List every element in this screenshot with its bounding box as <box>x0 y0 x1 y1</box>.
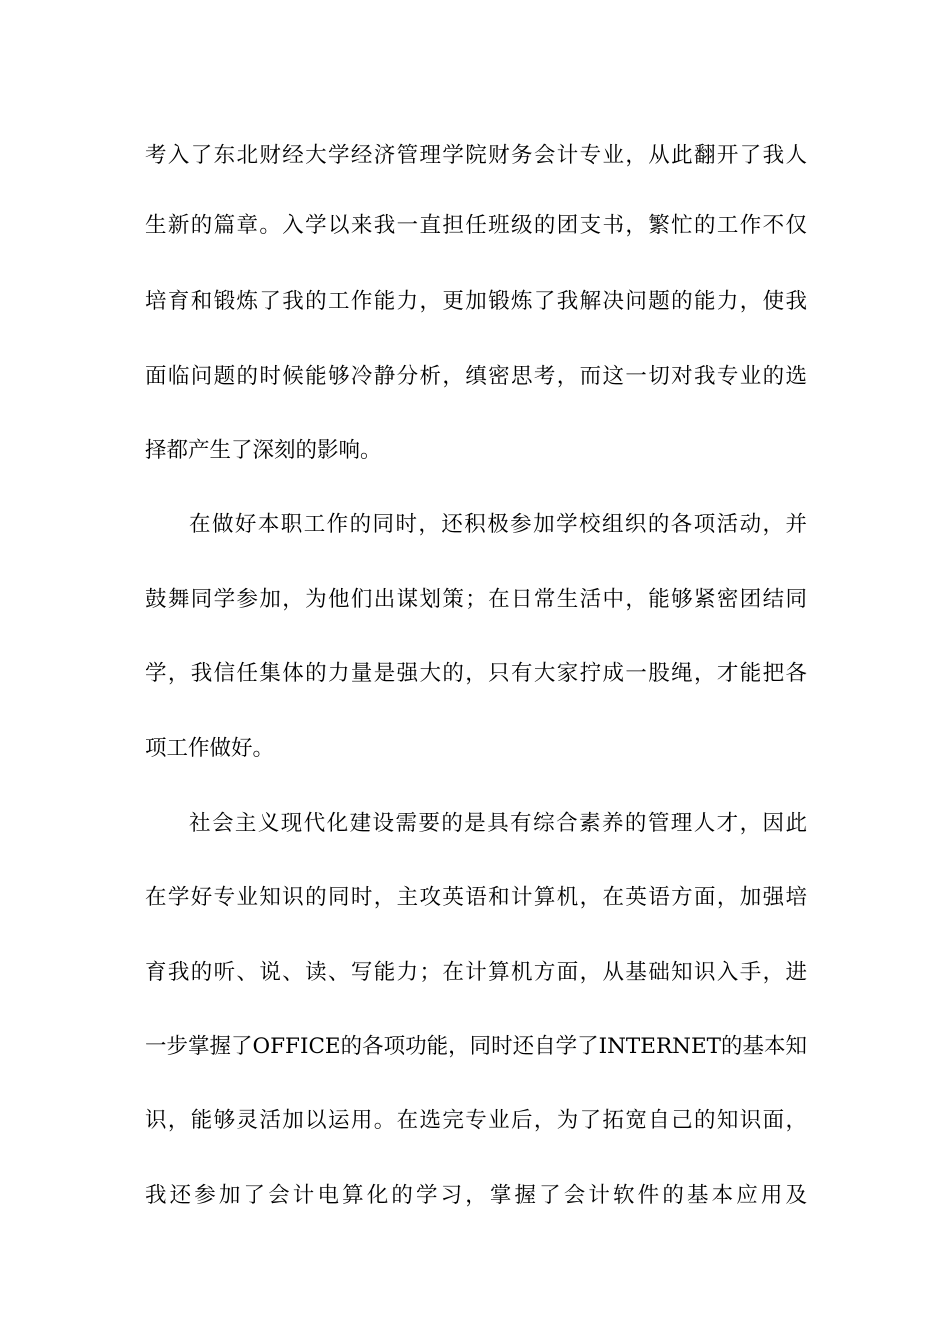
paragraph-line: 在学好专业知识的同时，主攻英语和计算机，在英语方面，加强培 <box>145 885 807 910</box>
paragraph-line: 育我的听、说、读、写能力；在计算机方面，从基础知识入手，进 <box>145 960 807 985</box>
paragraph-line: 择都产生了深刻的影响。 <box>145 438 382 463</box>
paragraph-line: 生新的篇章。入学以来我一直担任班级的团支书，繁忙的工作不仅 <box>145 213 807 238</box>
paragraph-line: 识，能够灵活加以运用。在选完专业后，为了拓宽自己的知识面， <box>145 1108 807 1133</box>
paragraph-line: 考入了东北财经大学经济管理学院财务会计专业，从此翻开了我人 <box>145 143 807 168</box>
paragraph-line: 学，我信任集体的力量是强大的，只有大家拧成一股绳，才能把各 <box>145 661 807 686</box>
paragraph-first-line: 社会主义现代化建设需要的是具有综合素养的管理人才，因此 <box>189 811 807 836</box>
paragraph-line: 项工作做好。 <box>145 736 275 761</box>
paragraph-line: 我还参加了会计电算化的学习，掌握了会计软件的基本应用及 <box>145 1183 807 1208</box>
paragraph-line: 培育和锻炼了我的工作能力，更加锻炼了我解决问题的能力，使我 <box>145 289 807 314</box>
paragraph-line: 一步掌握了OFFICE的各项功能，同时还自学了INTERNET的基本知 <box>145 1034 807 1059</box>
paragraph-line: 鼓舞同学参加，为他们出谋划策；在日常生活中，能够紧密团结同 <box>145 587 807 612</box>
paragraph-line: 面临问题的时候能够冷静分析，缜密思考，而这一切对我专业的选 <box>145 364 807 389</box>
paragraph-first-line: 在做好本职工作的同时，还积极参加学校组织的各项活动，并 <box>189 512 807 537</box>
